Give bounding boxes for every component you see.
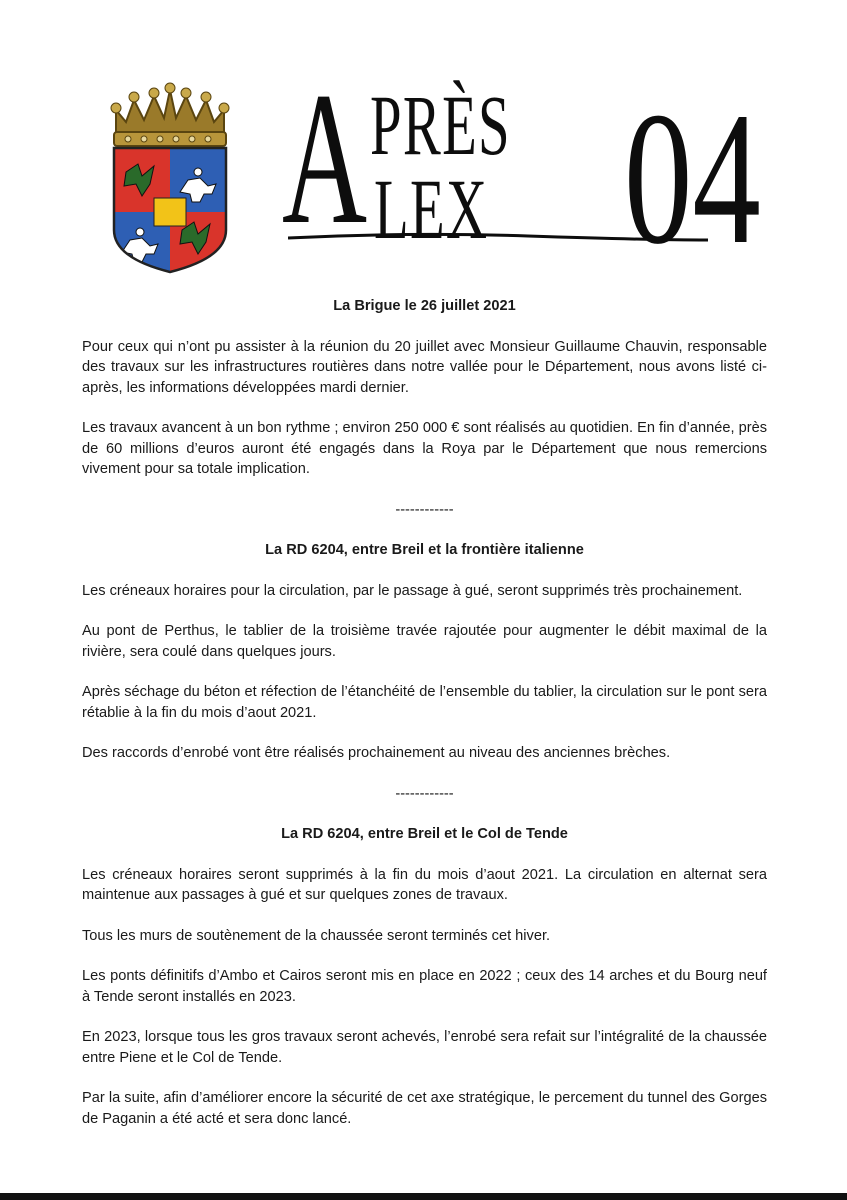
section2-paragraph: Les créneaux horaires seront supprimés à la fin du mois d’aout 2021. La circulation en alternat sera maintenue aux passages à gué et sur quelques zones de travaux. [82,866,767,903]
bottom-edge-rule [0,1193,847,1200]
section1-paragraph: Au pont de Perthus, le tablier de la troisième travée rajoutée pour augmenter le débit maximal de la rivière, sera coulé dans quelques jours. [82,623,767,660]
intro-paragraph: Pour ceux qui n’ont pu assister à la réunion du 20 juillet avec Monsieur Guillaume Chauvin, responsable des travaux sur les infrastructures routières dans notre vallée pour le Département, nous avons listé ci-après, les informations développées mardi dernier. [82,338,767,396]
coat-of-arms-crest-icon [108,80,232,276]
section2-paragraph: Par la suite, afin d’améliorer encore la sécurité de cet axe stratégique, le percement du tunnel des Gorges de Paganin a été acté et sera donc lancé. [82,1090,767,1127]
section-heading-frontiere: La RD 6204, entre Breil et la frontière italienne [265,542,584,558]
section1-paragraph: Après séchage du béton et réfection de l’étanchéité de l’ensemble du tablier, la circulation sur le pont sera rétablie à la fin du mois d’aout 2021. [82,684,767,721]
section2-paragraph: Tous les murs de soutènement de la chaussée seront terminés cet hiver. [82,927,551,944]
section2-paragraph: Les ponts définitifs d’Ambo et Cairos seront mis en place en 2022 ; ceux des 14 arches et du Bourg neuf à Tende seront installés en 2023. [82,968,767,1005]
date-line: La Brigue le 26 juillet 2021 [333,298,516,314]
section-heading-col-de-tende: La RD 6204, entre Breil et le Col de Tende [281,826,568,842]
section2-paragraph: En 2023, lorsque tous les gros travaux seront achevés, l’enrobé sera refait sur l’intégralité de la chaussée entre Piene et le Col de Tende. [82,1029,767,1066]
section-separator: ------------ [395,501,454,518]
intro-paragraph: Les travaux avancent à un bon rythme ; environ 250 000 € sont réalisés au quotidien. En fin d’année, près de 60 millions d’euros auront été engagés dans la Roya par le Département que nous remercions vivement pour sa totale implication. [82,420,767,477]
masthead-title [282,54,822,284]
masthead-swash-icon [288,230,708,242]
section-separator: ------------ [395,785,454,802]
section1-paragraph: Les créneaux horaires pour la circulation, par le passage à gué, seront supprimés très prochainement. [82,582,743,599]
masthead-letter-a: A [282,54,368,264]
section1-paragraph: Des raccords d’enrobé vont être réalisés prochainement au niveau des anciennes brèches. [82,745,671,761]
masthead-lex: LEX [374,161,489,257]
document-body [82,296,767,1149]
masthead-pres: PRÈS [370,77,511,173]
masthead-number: 04 [624,74,761,284]
